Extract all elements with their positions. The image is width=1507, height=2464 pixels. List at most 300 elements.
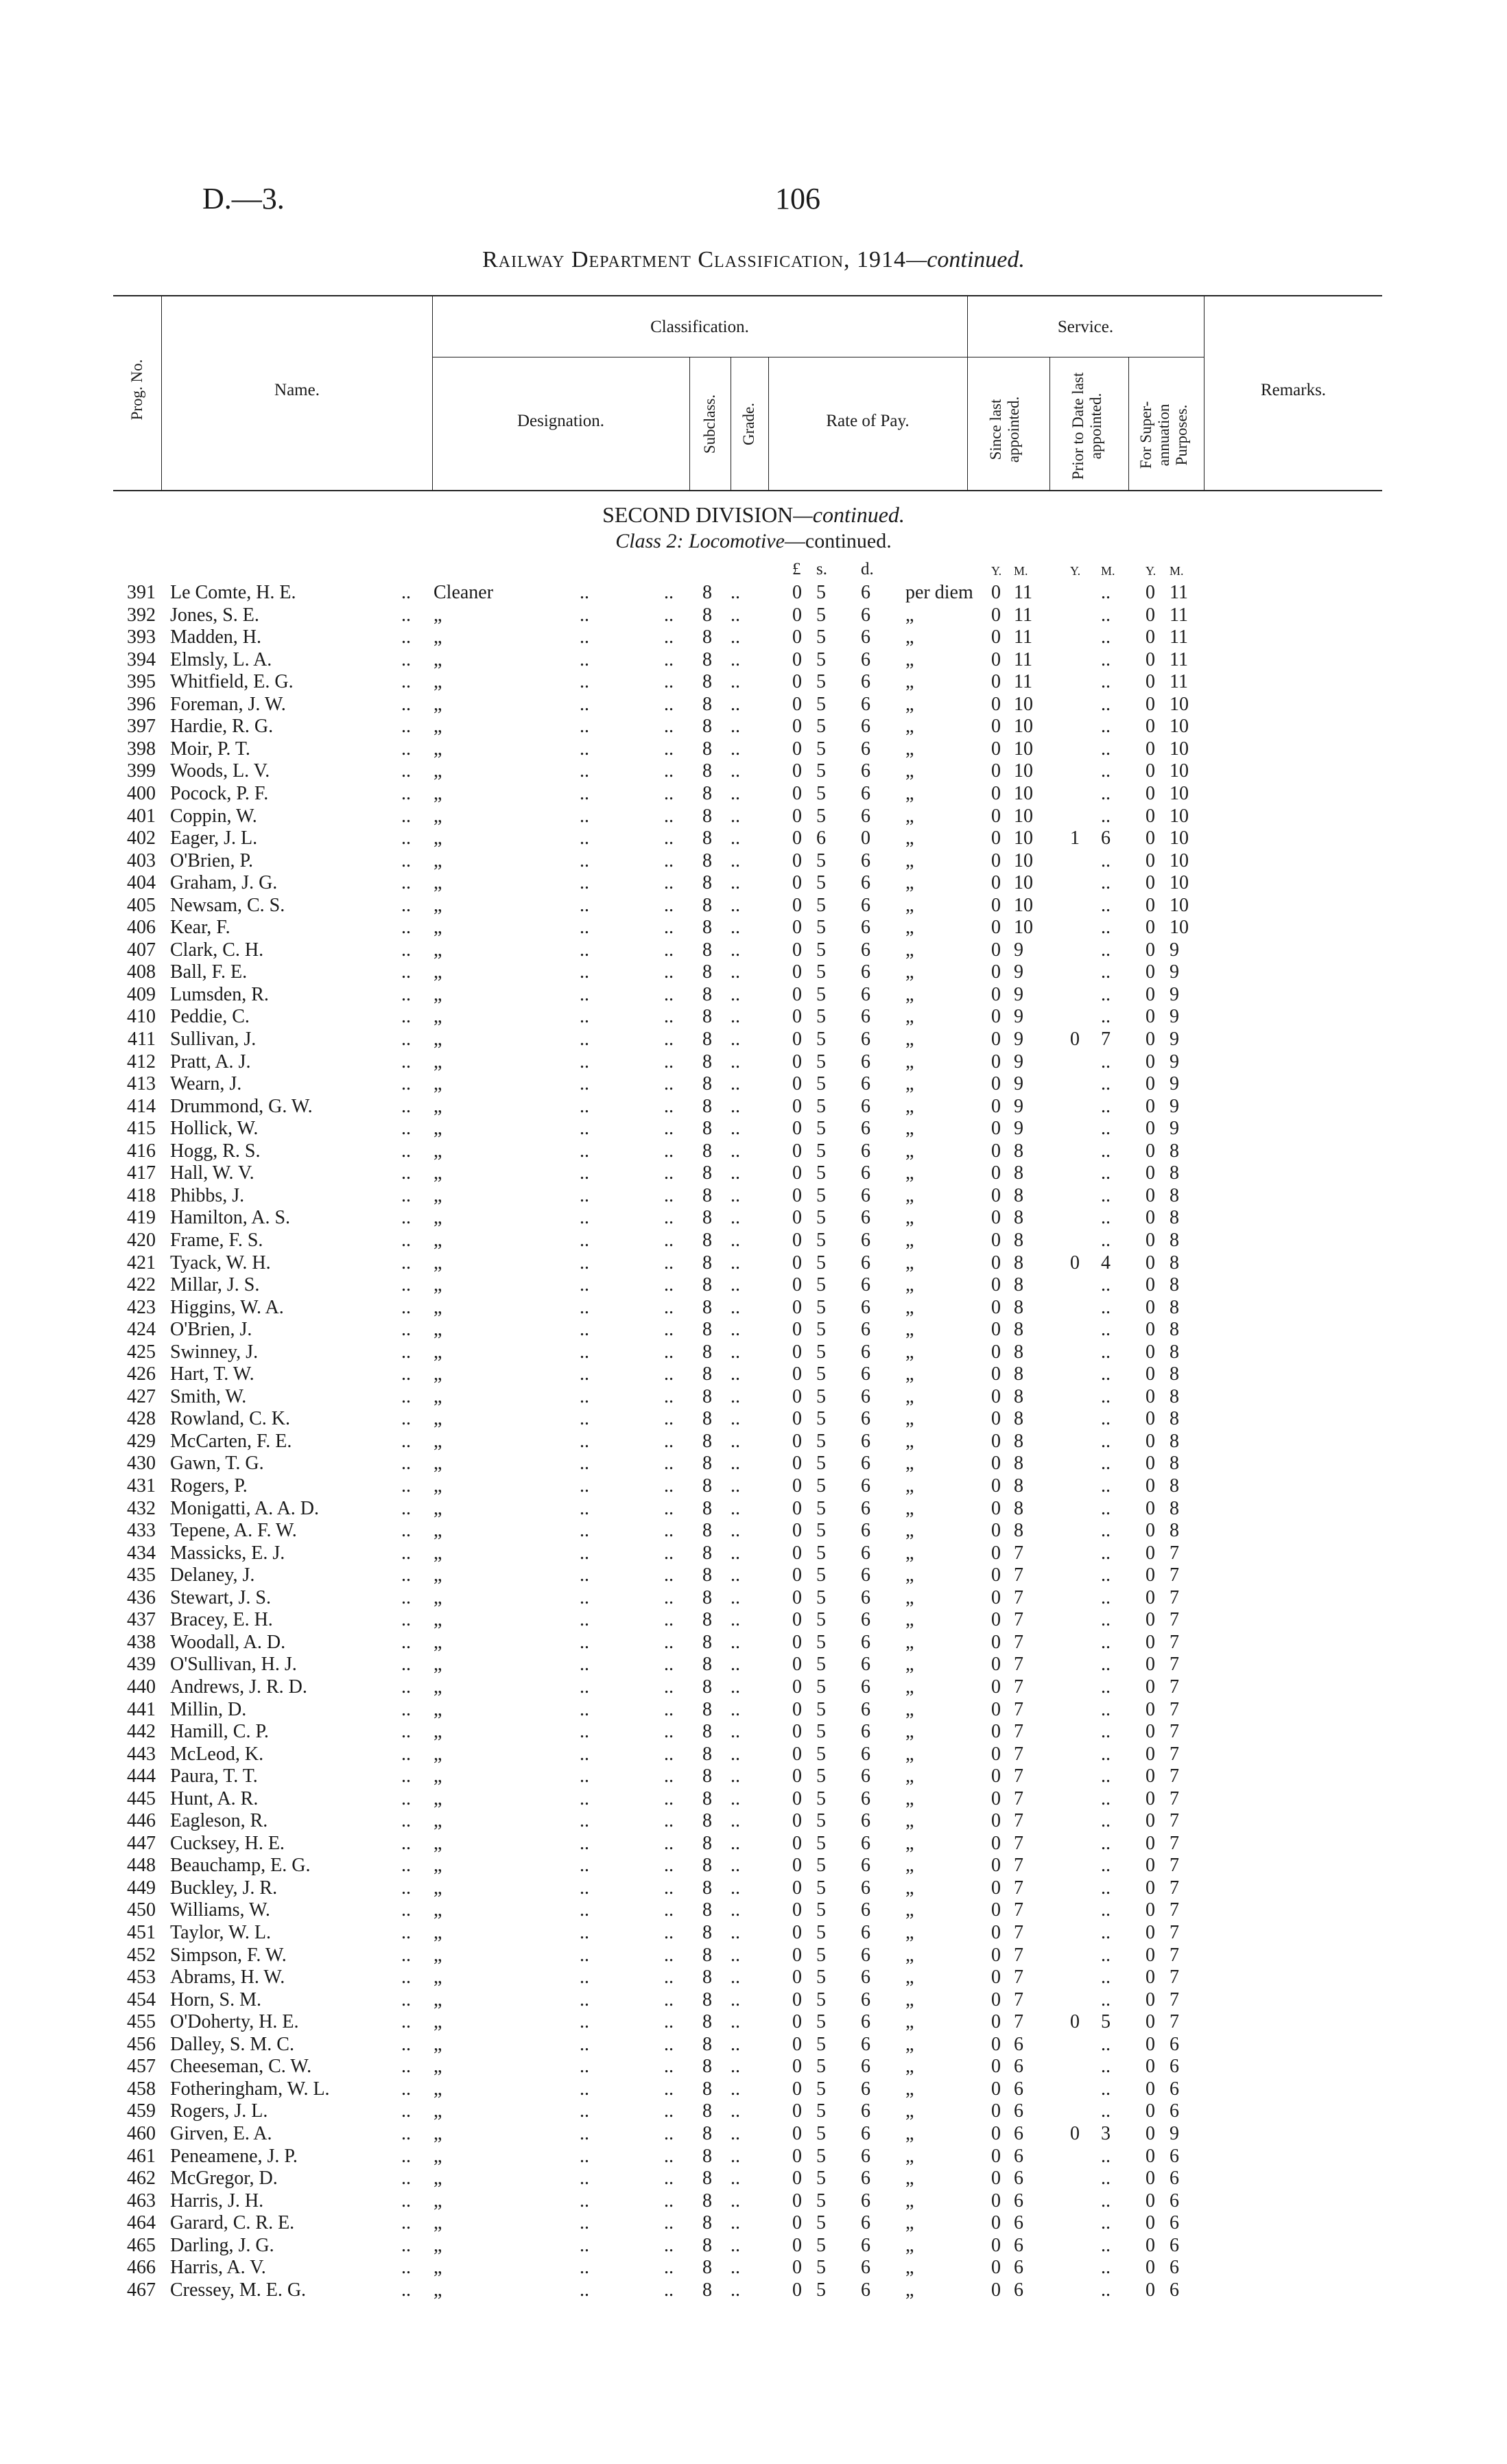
table-row xyxy=(0,1922,1507,1944)
cell-since-months: 7 xyxy=(1014,1832,1023,1854)
cell-subclass: 8 xyxy=(702,1967,712,1988)
cell-super-years: 0 xyxy=(1146,1609,1155,1631)
cell-pay-per: „ xyxy=(905,1252,914,1274)
leader-dots: .. xyxy=(401,961,411,983)
cell-subclass: 8 xyxy=(702,828,712,849)
leader-dots: .. xyxy=(580,2078,589,2100)
cell-since-years: 0 xyxy=(991,1029,1001,1050)
leader-dots: .. xyxy=(731,1095,740,1117)
unit-m1: M. xyxy=(1014,564,1028,578)
leader-dots: .. xyxy=(664,1453,674,1475)
cell-pay-shillings: 5 xyxy=(816,1319,826,1341)
cell-pay-pence: 6 xyxy=(861,604,870,626)
cell-super-years: 0 xyxy=(1146,1184,1155,1206)
cell-since-years: 0 xyxy=(991,2056,1001,2078)
cell-since-years: 0 xyxy=(991,1542,1001,1564)
cell-pay-pounds: 0 xyxy=(792,626,802,648)
table-row xyxy=(0,2056,1507,2078)
cell-subclass: 8 xyxy=(702,1743,712,1765)
cell-designation: „ xyxy=(434,1207,442,1229)
cell-pay-pence: 6 xyxy=(861,1229,870,1251)
table-row xyxy=(0,850,1507,872)
cell-designation: „ xyxy=(434,1698,442,1720)
cell-designation: „ xyxy=(434,1520,442,1542)
leader-dots: .. xyxy=(401,1184,411,1206)
leader-dots: .. xyxy=(580,604,589,626)
leader-dots: .. xyxy=(580,1095,589,1117)
cell-super-years: 0 xyxy=(1146,1787,1155,1809)
cell-pay-shillings: 5 xyxy=(816,2168,826,2190)
cell-pay-pence: 6 xyxy=(861,693,870,715)
table-row xyxy=(0,1609,1507,1631)
leader-dots: .. xyxy=(401,2011,411,2033)
leader-dots: .. xyxy=(401,1787,411,1809)
table-row xyxy=(0,738,1507,760)
cell-super-months: 7 xyxy=(1170,2011,1179,2033)
cell-subclass: 8 xyxy=(702,1274,712,1296)
cell-since-months: 8 xyxy=(1014,1162,1023,1184)
cell-prog-no: 401 xyxy=(127,805,156,827)
leader-dots: .. xyxy=(664,760,674,782)
cell-since-years: 0 xyxy=(991,582,1001,603)
cell-designation: „ xyxy=(434,2257,442,2279)
cell-prior-months: 7 xyxy=(1101,1029,1111,1050)
cell-prog-no: 403 xyxy=(127,849,156,871)
table-row xyxy=(0,2011,1507,2033)
leader-dots: .. xyxy=(580,2122,589,2144)
cell-prior-months: .. xyxy=(1101,1988,1111,2010)
cell-pay-per: „ xyxy=(905,2100,914,2122)
cell-super-months: 8 xyxy=(1170,1274,1179,1296)
cell-prog-no: 416 xyxy=(127,1140,156,1162)
cell-name: O'Brien, J. xyxy=(170,1319,252,1341)
cell-designation: „ xyxy=(434,626,442,648)
cell-since-years: 0 xyxy=(991,1118,1001,1140)
table-row xyxy=(0,2168,1507,2190)
cell-pay-shillings: 5 xyxy=(816,1341,826,1363)
cell-name: Fotheringham, W. L. xyxy=(170,2078,330,2100)
title-main: Railway Department Classification, 1914 xyxy=(482,247,907,272)
leader-dots: .. xyxy=(731,2011,740,2033)
leader-dots: .. xyxy=(401,1497,411,1519)
division-title xyxy=(0,502,1507,528)
leader-dots: .. xyxy=(401,1609,411,1631)
cell-super-years: 0 xyxy=(1146,1520,1155,1542)
cell-subclass: 8 xyxy=(702,1252,712,1274)
cell-since-months: 10 xyxy=(1014,782,1033,804)
cell-super-months: 10 xyxy=(1170,872,1189,894)
cell-super-years: 0 xyxy=(1146,1319,1155,1341)
leader-dots: .. xyxy=(731,2056,740,2078)
cell-super-months: 7 xyxy=(1170,1877,1179,1899)
leader-dots: .. xyxy=(664,1586,674,1608)
cell-pay-per: „ xyxy=(905,1095,914,1117)
cell-subclass: 8 xyxy=(702,2257,712,2279)
cell-designation: „ xyxy=(434,2078,442,2100)
cell-super-months: 8 xyxy=(1170,1363,1179,1385)
cell-prior-months: .. xyxy=(1101,1922,1111,1943)
cell-pay-per: „ xyxy=(905,1497,914,1519)
leader-dots: .. xyxy=(731,1051,740,1072)
cell-pay-pounds: 0 xyxy=(792,1095,802,1117)
leader-dots: .. xyxy=(580,1385,589,1407)
cell-designation: „ xyxy=(434,1453,442,1475)
cell-subclass: 8 xyxy=(702,1676,712,1698)
cell-name: Sullivan, J. xyxy=(170,1029,257,1050)
cell-since-months: 6 xyxy=(1014,2257,1023,2279)
cell-pay-per: „ xyxy=(905,2190,914,2211)
cell-subclass: 8 xyxy=(702,2145,712,2167)
cell-prog-no: 425 xyxy=(127,1341,156,1363)
cell-pay-pounds: 0 xyxy=(792,1765,802,1787)
leader-dots: .. xyxy=(664,2257,674,2279)
table-row xyxy=(0,1699,1507,1721)
leader-dots: .. xyxy=(580,1252,589,1274)
cell-prog-no: 450 xyxy=(127,1899,156,1921)
cell-name: Rogers, J. L. xyxy=(170,2100,268,2122)
cell-pay-shillings: 5 xyxy=(816,1810,826,1832)
leader-dots: .. xyxy=(664,1207,674,1229)
cell-since-years: 0 xyxy=(991,1654,1001,1676)
leader-dots: .. xyxy=(401,582,411,603)
cell-prog-no: 432 xyxy=(127,1497,156,1519)
cell-name: Drummond, G. W. xyxy=(170,1095,313,1117)
cell-pay-pounds: 0 xyxy=(792,2056,802,2078)
cell-prior-months: .. xyxy=(1101,1006,1111,1028)
cell-name: Horn, S. M. xyxy=(170,1988,262,2010)
cell-name: Beauchamp, E. G. xyxy=(170,1855,311,1877)
table-row xyxy=(0,1006,1507,1028)
leader-dots: .. xyxy=(731,1899,740,1921)
cell-pay-pounds: 0 xyxy=(792,604,802,626)
cell-name: Stewart, J. S. xyxy=(170,1586,271,1608)
cell-designation: „ xyxy=(434,1140,442,1162)
cell-super-years: 0 xyxy=(1146,604,1155,626)
cell-pay-pounds: 0 xyxy=(792,2168,802,2190)
cell-subclass: 8 xyxy=(702,1988,712,2010)
cell-designation: „ xyxy=(434,1363,442,1385)
cell-pay-shillings: 5 xyxy=(816,1586,826,1608)
cell-pay-pence: 6 xyxy=(861,626,870,648)
cell-super-years: 0 xyxy=(1146,2100,1155,2122)
leader-dots: .. xyxy=(731,693,740,715)
table-row xyxy=(0,2100,1507,2122)
cell-since-years: 0 xyxy=(991,1967,1001,1988)
header-classification: Classification. xyxy=(650,318,749,336)
leader-dots: .. xyxy=(401,716,411,738)
cell-super-months: 10 xyxy=(1170,760,1189,782)
cell-prior-months: 5 xyxy=(1101,2011,1111,2033)
leader-dots: .. xyxy=(580,1899,589,1921)
table-row xyxy=(0,1431,1507,1453)
table-row xyxy=(0,649,1507,671)
cell-prior-months: .. xyxy=(1101,1073,1111,1095)
cell-super-months: 6 xyxy=(1170,2145,1179,2167)
cell-pay-pence: 6 xyxy=(861,1073,870,1095)
cell-since-years: 0 xyxy=(991,1765,1001,1787)
cell-super-months: 8 xyxy=(1170,1207,1179,1229)
leader-dots: .. xyxy=(401,849,411,871)
cell-pay-per: „ xyxy=(905,1609,914,1631)
cell-pay-pence: 6 xyxy=(861,1765,870,1787)
leader-dots: .. xyxy=(731,582,740,603)
leader-dots: .. xyxy=(580,805,589,827)
cell-pay-pence: 6 xyxy=(861,716,870,738)
cell-since-months: 7 xyxy=(1014,1922,1023,1943)
cell-pay-shillings: 5 xyxy=(816,1252,826,1274)
cell-prior-months: .. xyxy=(1101,939,1111,961)
cell-pay-per: „ xyxy=(905,1184,914,1206)
table-row xyxy=(0,694,1507,716)
cell-name: Clark, C. H. xyxy=(170,939,264,961)
cell-pay-shillings: 5 xyxy=(816,760,826,782)
cell-pay-shillings: 5 xyxy=(816,1743,826,1765)
cell-pay-per: „ xyxy=(905,1988,914,2010)
cell-super-years: 0 xyxy=(1146,2190,1155,2211)
cell-designation: „ xyxy=(434,760,442,782)
cell-subclass: 8 xyxy=(702,1832,712,1854)
leader-dots: .. xyxy=(580,1765,589,1787)
leader-dots: .. xyxy=(731,1676,740,1698)
cell-pay-pence: 6 xyxy=(861,1006,870,1028)
cell-super-years: 0 xyxy=(1146,1296,1155,1318)
leader-dots: .. xyxy=(664,2145,674,2167)
cell-since-months: 8 xyxy=(1014,1363,1023,1385)
cell-super-years: 0 xyxy=(1146,1810,1155,1832)
cell-since-months: 8 xyxy=(1014,1453,1023,1475)
cell-subclass: 8 xyxy=(702,782,712,804)
cell-super-years: 0 xyxy=(1146,1006,1155,1028)
cell-subclass: 8 xyxy=(702,604,712,626)
cell-prior-months: 4 xyxy=(1101,1252,1111,1274)
cell-name: Hall, W. V. xyxy=(170,1162,254,1184)
cell-pay-shillings: 5 xyxy=(816,1631,826,1653)
cell-pay-pounds: 0 xyxy=(792,1721,802,1743)
cell-name: Smith, W. xyxy=(170,1385,247,1407)
cell-prog-no: 397 xyxy=(127,716,156,738)
leader-dots: .. xyxy=(580,872,589,894)
cell-since-months: 7 xyxy=(1014,1988,1023,2010)
cell-since-years: 0 xyxy=(991,1341,1001,1363)
cell-name: O'Sullivan, H. J. xyxy=(170,1654,297,1676)
cell-super-years: 0 xyxy=(1146,1721,1155,1743)
cell-subclass: 8 xyxy=(702,1542,712,1564)
leader-dots: .. xyxy=(664,782,674,804)
cell-prior-months: .. xyxy=(1101,716,1111,738)
cell-pay-per: „ xyxy=(905,1542,914,1564)
cell-pay-pounds: 0 xyxy=(792,1676,802,1698)
leader-dots: .. xyxy=(580,716,589,738)
cell-designation: „ xyxy=(434,1006,442,1028)
cell-prog-no: 439 xyxy=(127,1654,156,1676)
cell-subclass: 8 xyxy=(702,1453,712,1475)
cell-prior-months: .. xyxy=(1101,1430,1111,1452)
cell-pay-shillings: 5 xyxy=(816,2257,826,2279)
cell-pay-per: „ xyxy=(905,2257,914,2279)
cell-designation: „ xyxy=(434,1296,442,1318)
cell-prog-no: 455 xyxy=(127,2011,156,2033)
leader-dots: .. xyxy=(731,1319,740,1341)
cell-pay-pence: 6 xyxy=(861,917,870,939)
leader-dots: .. xyxy=(401,782,411,804)
cell-pay-pounds: 0 xyxy=(792,2257,802,2279)
cell-designation: „ xyxy=(434,1654,442,1676)
cell-subclass: 8 xyxy=(702,1385,712,1407)
leader-dots: .. xyxy=(580,1787,589,1809)
cell-prior-months: .. xyxy=(1101,2033,1111,2055)
cell-prog-no: 423 xyxy=(127,1296,156,1318)
leader-dots: .. xyxy=(731,1296,740,1318)
leader-dots: .. xyxy=(401,2033,411,2055)
leader-dots: .. xyxy=(580,1855,589,1877)
cell-super-years: 0 xyxy=(1146,1944,1155,1966)
header-subclass: Subclass. xyxy=(701,394,718,454)
leader-dots: .. xyxy=(401,1140,411,1162)
cell-since-years: 0 xyxy=(991,1207,1001,1229)
division-name: SECOND DIVISION xyxy=(602,502,794,527)
cell-subclass: 8 xyxy=(702,1229,712,1251)
cell-name: Millar, J. S. xyxy=(170,1274,260,1296)
leader-dots: .. xyxy=(731,872,740,894)
cell-name: Kear, F. xyxy=(170,917,230,939)
cell-prog-no: 452 xyxy=(127,1944,156,1966)
cell-since-years: 0 xyxy=(991,1095,1001,1117)
cell-pay-shillings: 5 xyxy=(816,1453,826,1475)
cell-since-months: 11 xyxy=(1014,582,1032,603)
cell-since-months: 9 xyxy=(1014,1073,1023,1095)
cell-designation: „ xyxy=(434,2011,442,2033)
cell-pay-per: „ xyxy=(905,1006,914,1028)
cell-prog-no: 402 xyxy=(127,828,156,849)
leader-dots: .. xyxy=(731,894,740,916)
cell-pay-shillings: 5 xyxy=(816,983,826,1005)
cell-prior-months: .. xyxy=(1101,1319,1111,1341)
cell-pay-pence: 6 xyxy=(861,2168,870,2190)
cell-prog-no: 404 xyxy=(127,872,156,894)
cell-prior-months: .. xyxy=(1101,1274,1111,1296)
cell-pay-pence: 6 xyxy=(861,1564,870,1586)
cell-subclass: 8 xyxy=(702,2234,712,2256)
cell-pay-pence: 6 xyxy=(861,2279,870,2301)
cell-prog-no: 430 xyxy=(127,1453,156,1475)
leader-dots: .. xyxy=(731,604,740,626)
leader-dots: .. xyxy=(664,626,674,648)
cell-pay-pounds: 0 xyxy=(792,1207,802,1229)
leader-dots: .. xyxy=(664,1855,674,1877)
leader-dots: .. xyxy=(580,1586,589,1608)
leader-dots: .. xyxy=(664,604,674,626)
cell-prog-no: 405 xyxy=(127,894,156,916)
cell-pay-shillings: 5 xyxy=(816,894,826,916)
leader-dots: .. xyxy=(401,1721,411,1743)
leader-dots: .. xyxy=(731,626,740,648)
cell-super-months: 8 xyxy=(1170,1408,1179,1430)
cell-prior-months: .. xyxy=(1101,760,1111,782)
cell-prog-no: 418 xyxy=(127,1184,156,1206)
leader-dots: .. xyxy=(664,1743,674,1765)
cell-pay-pounds: 0 xyxy=(792,1184,802,1206)
cell-super-months: 10 xyxy=(1170,917,1189,939)
cell-pay-pounds: 0 xyxy=(792,648,802,670)
leader-dots: .. xyxy=(401,2190,411,2211)
cell-prior-months: 3 xyxy=(1101,2122,1111,2144)
leader-dots: .. xyxy=(580,1274,589,1296)
cell-prog-no: 398 xyxy=(127,738,156,760)
leader-dots: .. xyxy=(580,1453,589,1475)
cell-designation: „ xyxy=(434,1475,442,1497)
leader-dots: .. xyxy=(664,2033,674,2055)
cell-pay-shillings: 5 xyxy=(816,1363,826,1385)
cell-name: Hamill, C. P. xyxy=(170,1721,269,1743)
cell-pay-per: „ xyxy=(905,1877,914,1899)
table-row xyxy=(0,1386,1507,1408)
cell-since-years: 0 xyxy=(991,2011,1001,2033)
leader-dots: .. xyxy=(731,1520,740,1542)
cell-super-months: 7 xyxy=(1170,1564,1179,1586)
leader-dots: .. xyxy=(580,1363,589,1385)
table-row xyxy=(0,1967,1507,1988)
cell-super-months: 11 xyxy=(1170,648,1188,670)
cell-name: Jones, S. E. xyxy=(170,604,259,626)
cell-prior-months: .. xyxy=(1101,1810,1111,1832)
cell-prior-months: .. xyxy=(1101,2279,1111,2301)
cell-since-months: 7 xyxy=(1014,1586,1023,1608)
cell-since-months: 7 xyxy=(1014,1855,1023,1877)
table-row xyxy=(0,1252,1507,1274)
cell-name: Darling, J. G. xyxy=(170,2234,274,2256)
leader-dots: .. xyxy=(401,648,411,670)
cell-prior-months: .. xyxy=(1101,805,1111,827)
leader-dots: .. xyxy=(664,849,674,871)
table-row xyxy=(0,872,1507,894)
cell-since-months: 10 xyxy=(1014,872,1033,894)
cell-pay-per: „ xyxy=(905,1564,914,1586)
cell-prior-years: 0 xyxy=(1070,2011,1080,2033)
leader-dots: .. xyxy=(731,2257,740,2279)
cell-subclass: 8 xyxy=(702,917,712,939)
cell-designation: „ xyxy=(434,1877,442,1899)
cell-since-years: 0 xyxy=(991,2122,1001,2144)
cell-prior-months: .. xyxy=(1101,1944,1111,1966)
cell-pay-shillings: 5 xyxy=(816,1140,826,1162)
leader-dots: .. xyxy=(580,1140,589,1162)
cell-super-years: 0 xyxy=(1146,1743,1155,1765)
cell-super-years: 0 xyxy=(1146,2033,1155,2055)
leader-dots: .. xyxy=(401,872,411,894)
cell-since-months: 7 xyxy=(1014,1721,1023,1743)
leader-dots: .. xyxy=(580,1721,589,1743)
leader-dots: .. xyxy=(401,2212,411,2234)
cell-prog-no: 421 xyxy=(127,1252,156,1274)
leader-dots: .. xyxy=(580,1051,589,1072)
leader-dots: .. xyxy=(580,828,589,849)
cell-super-months: 7 xyxy=(1170,1967,1179,1988)
cell-since-months: 7 xyxy=(1014,1631,1023,1653)
cell-designation: „ xyxy=(434,1274,442,1296)
cell-designation: „ xyxy=(434,1899,442,1921)
cell-pay-pounds: 0 xyxy=(792,1967,802,1988)
table-row xyxy=(0,2034,1507,2056)
header-prior-to-date: Prior to Date last appointed. xyxy=(1069,372,1104,480)
cell-pay-pounds: 0 xyxy=(792,1453,802,1475)
cell-pay-per: „ xyxy=(905,2279,914,2301)
cell-since-years: 0 xyxy=(991,604,1001,626)
cell-prior-months: .. xyxy=(1101,1385,1111,1407)
cell-pay-pounds: 0 xyxy=(792,1944,802,1966)
table-row xyxy=(0,1207,1507,1229)
cell-name: Tyack, W. H. xyxy=(170,1252,271,1274)
cell-since-months: 8 xyxy=(1014,1274,1023,1296)
